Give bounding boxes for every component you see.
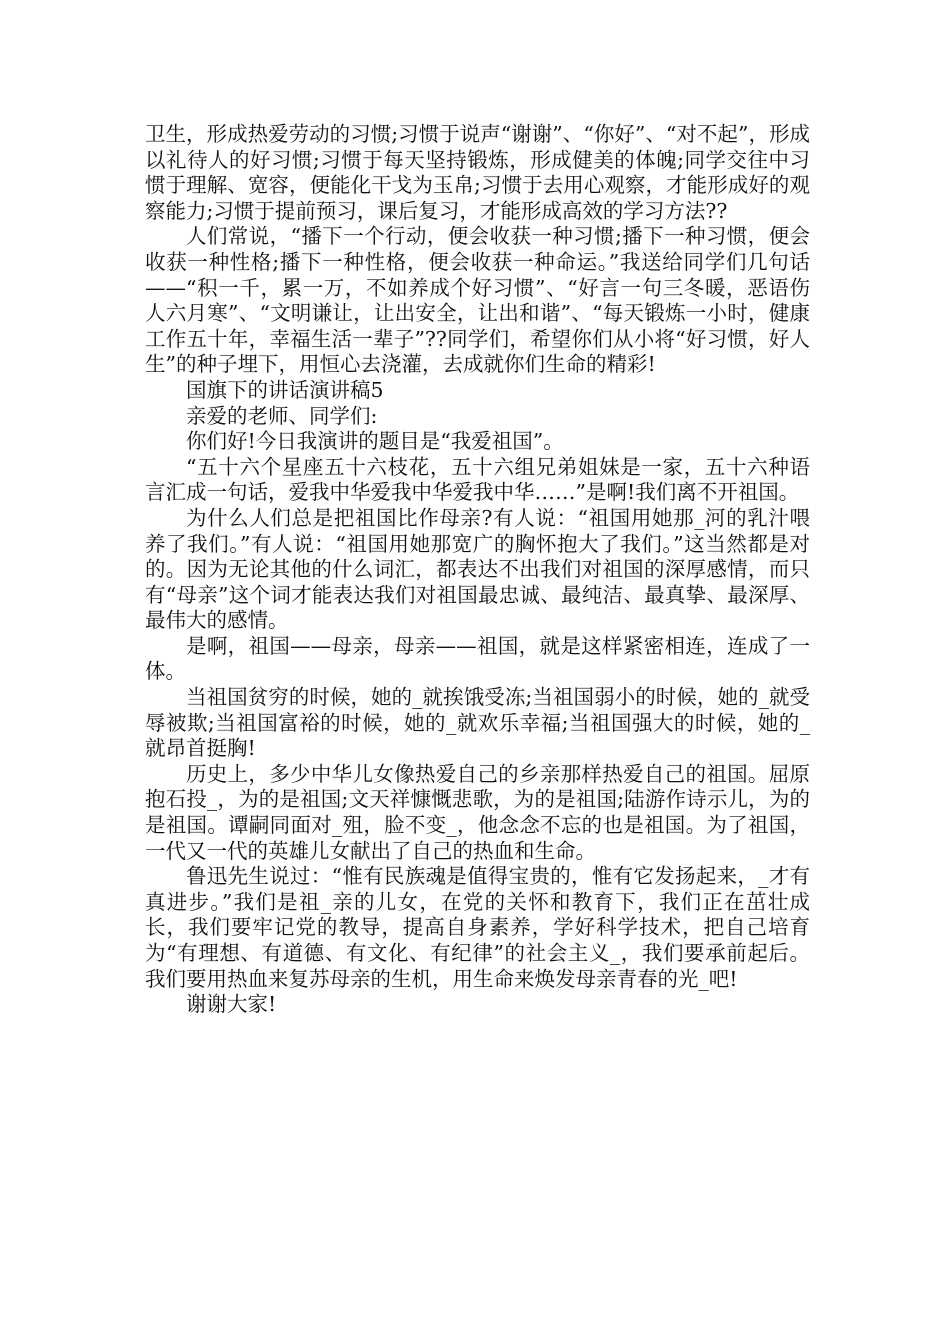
document-body [145, 122, 810, 1018]
paragraph-2: 人们常说，“播下一个行动，便会收获一种习惯;播下一种习惯，便会收获一种性格;播下一种性格，便会收获一种命运。”我送给同学们几句话——“积一千，累一万，不如养成个好习惯”、“好言一句三冬暖，恶语伤人六月寒”、“文明谦让，让出安全，让出和谐”、“每天锻炼一小时，健康工作五十年，幸福生活一辈子”??同学们，希望你们从小将“好习惯，好人生”的种子埋下，用恒心去浇灌，去成就你们生命的精彩! [145, 224, 810, 377]
greeting: 你们好!今日我演讲的题目是“我爱祖国”。 [186, 429, 564, 454]
paragraph-11: 鲁迅先生说过：“惟有民族魂是值得宝贵的，惟有它发扬起来，_才有真进步。”我们是祖_亲的儿女，在党的关怀和教育下，我们正在茁壮成长，我们要牢记党的教导，提高自身素养，学好科学技术，把自己培育为“有理想、有道德、有文化、有纪律”的社会主义_，我们要承前起后。我们要用热血来复苏母亲的生机，用生命来焕发母亲青春的光_吧! [145, 864, 810, 991]
paragraph-8: 是啊，祖国——母亲，母亲——祖国，就是这样紧密相连，连成了一体。 [145, 633, 810, 684]
paragraph-7: 为什么人们总是把祖国比作母亲?有人说：“祖国用她那_河的乳汁喂养了我们。”有人说：“祖国用她那宽广的胸怀抱大了我们。”这当然都是对的。因为无论其他的什么词汇，都表达不出我们对祖国的深厚感情，而只有“母亲”这个词才能表达我们对祖国最忠诚、最纯洁、最真挚、最深厚、最伟大的感情。 [145, 505, 810, 633]
paragraph-1: 卫生，形成热爱劳动的习惯;习惯于说声“谢谢”、“你好”、“对不起”，形成以礼待人的好习惯;习惯于每天坚持锻炼，形成健美的体魄;同学交往中习惯于理解、宽容，便能化干戈为玉帛;习惯于去用心观察，才能形成好的观察能力;习惯于提前预习，课后复习，才能形成高效的学习方法?? [145, 122, 810, 223]
salutation: 亲爱的老师、同学们: [186, 403, 378, 428]
closing: 谢谢大家! [186, 992, 277, 1017]
paragraph-9: 当祖国贫穷的时候，她的_就挨饿受冻;当祖国弱小的时候，她的_就受辱被欺;当祖国富裕的时候，她的_就欢乐幸福;当祖国强大的时候，她的_就昂首挺胸! [145, 685, 810, 761]
paragraph-10: 历史上，多少中华儿女像热爱自己的乡亲那样热爱自己的祖国。屈原抱石投_，为的是祖国;文天祥慷慨悲歌，为的是祖国;陆游作诗示儿，为的是祖国。谭嗣同面对_殂，脸不变_，他念念不忘的也是祖国。为了祖国，一代又一代的英雄儿女献出了自己的热血和生命。 [145, 761, 810, 863]
speech-title: 国旗下的讲话演讲稿5 [186, 377, 384, 402]
paragraph-6: “五十六个星座五十六枝花，五十六组兄弟姐妹是一家，五十六种语言汇成一句话，爱我中华爱我中华爱我中华……”是啊!我们离不开祖国。 [145, 454, 810, 505]
